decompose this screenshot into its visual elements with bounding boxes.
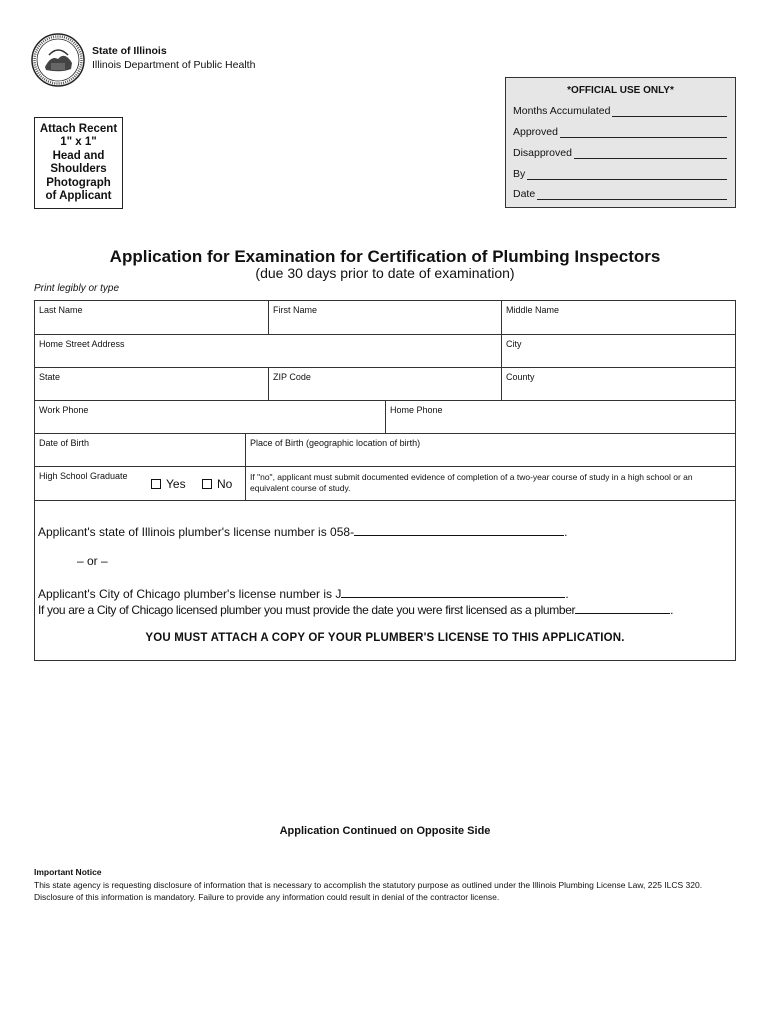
field-label: Date — [513, 188, 536, 200]
field-line — [527, 169, 727, 180]
field-label: First Name — [273, 305, 318, 315]
illinois-license-label: Applicant's state of Illinois plumber's license number is 058- — [38, 525, 355, 539]
checkbox-label: No — [217, 477, 233, 491]
chicago-date-line — [38, 601, 673, 617]
field-label: Middle Name — [506, 305, 560, 315]
by-field[interactable] — [513, 168, 727, 180]
agency-header — [92, 44, 255, 72]
field-label: Work Phone — [39, 405, 89, 415]
illinois-license-input[interactable] — [354, 523, 564, 536]
disapproved-field[interactable] — [513, 147, 727, 159]
checkbox-square — [202, 479, 212, 489]
attach-license-notice: YOU MUST ATTACH A COPY OF YOUR PLUMBER'S LICENSE TO THIS APPLICATION. — [145, 632, 625, 644]
notice-body: This state agency is requesting disclosure of information that is necessary to accomplish the statutory purpose as outlined under the Illinois Plumbing License Law, 225 ILCS 320. Disclosure of this information is mandatory. Failure to provide any information could result in denial of the contractor license. — [34, 880, 703, 902]
first-name-field[interactable] — [269, 301, 502, 335]
illinois-license-line — [38, 523, 567, 539]
field-label: Home Phone — [390, 405, 443, 415]
print-note: Print legibly or type — [34, 283, 120, 294]
middle-name-field[interactable] — [502, 301, 735, 335]
city-field[interactable] — [502, 335, 735, 368]
official-use-title: *OFFICIAL USE ONLY* — [567, 85, 674, 96]
field-label: Approved — [513, 126, 558, 138]
field-label: Disapproved — [513, 147, 572, 159]
date-field[interactable] — [513, 188, 727, 200]
photo-text: Head and — [52, 149, 105, 162]
last-name-field[interactable] — [35, 301, 269, 335]
field-label: High School Graduate — [39, 471, 128, 481]
chicago-date-input[interactable] — [575, 601, 670, 614]
period: . — [670, 603, 674, 617]
period: . — [565, 587, 569, 601]
field-label: By — [513, 168, 526, 180]
photo-text: Attach Recent — [39, 122, 118, 135]
months-accumulated-field[interactable] — [513, 105, 727, 117]
agency-department: Illinois Department of Public Health — [92, 59, 256, 71]
chicago-date-label: If you are a City of Chicago licensed plumber you must provide the date you were first licensed as a plumber — [38, 603, 576, 617]
field-label: County — [506, 372, 535, 382]
field-line — [537, 189, 727, 200]
county-field[interactable] — [502, 368, 735, 401]
home-phone-field[interactable] — [386, 401, 735, 434]
place-of-birth-field[interactable] — [246, 434, 735, 467]
field-label: Months Accumulated — [513, 105, 611, 117]
field-label: City — [506, 339, 522, 349]
chicago-license-line — [38, 585, 569, 601]
state-field[interactable] — [35, 368, 269, 401]
continued-note: Application Continued on Opposite Side — [279, 825, 491, 837]
field-label: Home Street Address — [39, 339, 125, 349]
field-label: Place of Birth (geographic location of birth) — [250, 438, 421, 448]
no-checkbox[interactable] — [202, 477, 232, 491]
period: . — [564, 525, 568, 539]
field-label: ZIP Code — [273, 372, 311, 382]
field-line — [560, 127, 727, 138]
checkbox-label: Yes — [166, 477, 186, 491]
state-seal-logo — [31, 33, 85, 87]
photo-attach-box[interactable] — [34, 117, 123, 209]
field-label: Last Name — [39, 305, 83, 315]
home-address-field[interactable] — [35, 335, 502, 368]
chicago-license-input[interactable] — [341, 585, 565, 598]
agency-state: State of Illinois — [92, 45, 167, 57]
date-of-birth-field[interactable] — [35, 434, 246, 467]
field-line — [574, 148, 727, 159]
work-phone-field[interactable] — [35, 401, 386, 434]
if-no-note: If "no", applicant must submit documented evidence of completion of a two-year course of study in a high school or an equivalent course of study. — [246, 467, 735, 501]
photo-text: 1" x 1" — [60, 136, 97, 148]
or-separator: – or – — [77, 554, 108, 568]
photo-text: Shoulders — [50, 163, 107, 175]
field-label: Date of Birth — [39, 438, 90, 448]
field-line — [612, 106, 727, 117]
zip-code-field[interactable] — [269, 368, 502, 401]
photo-text: Photograph — [46, 176, 111, 189]
field-label: State — [39, 372, 61, 382]
page-subtitle: (due 30 days prior to date of examination) — [255, 265, 515, 281]
photo-text: of Applicant — [45, 190, 112, 202]
yes-checkbox[interactable] — [151, 477, 186, 491]
approved-field[interactable] — [513, 126, 727, 138]
page-title: Application for Examination for Certification of Plumbing Inspectors — [109, 247, 661, 266]
notice-heading: Important Notice — [34, 867, 102, 877]
chicago-license-label: Applicant's City of Chicago plumber's license number is J — [38, 587, 342, 601]
checkbox-square — [151, 479, 161, 489]
official-use-box — [505, 77, 736, 208]
